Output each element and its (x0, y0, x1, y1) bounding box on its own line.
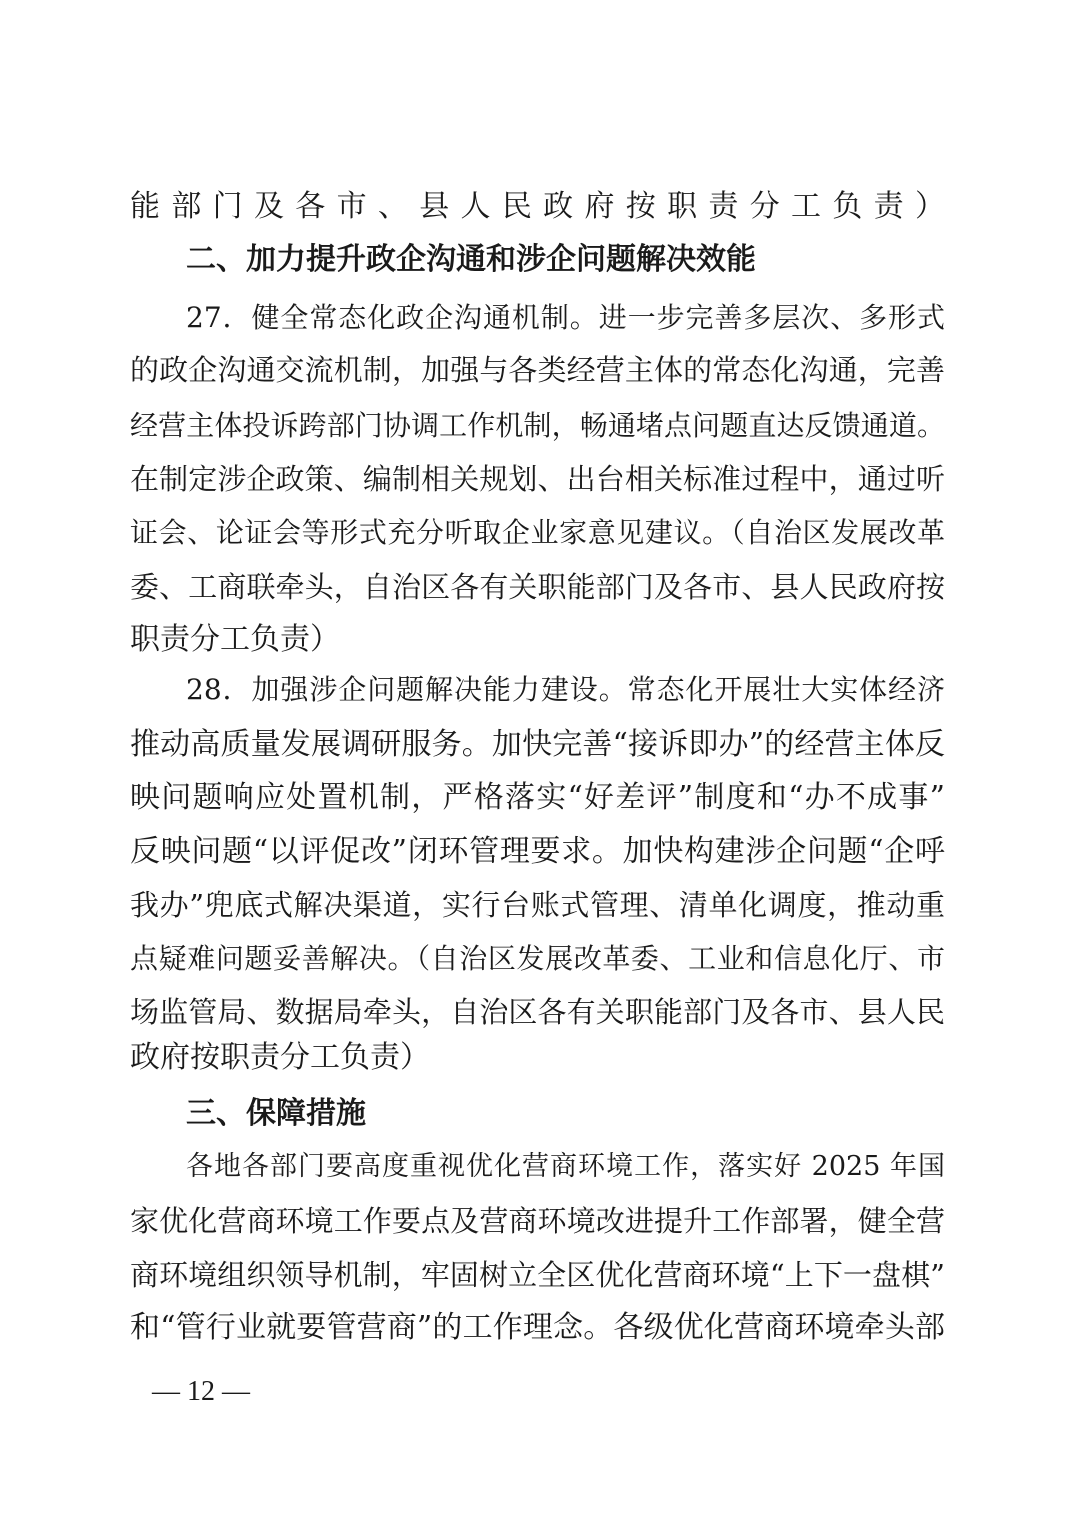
text-line: 政府按职责分工负责） (130, 1040, 430, 1075)
text-line: 能部门及各市、县人民政府按职责分工负责） (130, 189, 945, 224)
text-line: 证会、论证会等形式充分听取企业家意见建议。（自治区发展改革 (130, 516, 945, 549)
paragraph-start: 27．健全常态化政企沟通机制。进一步完善多层次、多形式 (186, 301, 945, 334)
text-line: 我办”兜底式解决渠道，实行台账式管理、清单化调度，推动重 (130, 888, 945, 922)
text-line: 在制定涉企政策、编制相关规划、出台相关标准过程中，通过听 (130, 462, 945, 496)
text-line: 职责分工负责） (130, 622, 340, 657)
text-line: 反映问题“以评促改”闭环管理要求。加快构建涉企问题“企呼 (130, 834, 945, 869)
text-line: 推动高质量发展调研服务。加快完善“接诉即办”的经营主体反 (130, 727, 945, 762)
text-line: 商环境组织领导机制，牢固树立全区优化营商环境“上下一盘棋” (130, 1258, 945, 1292)
paragraph-start: 各地各部门要高度重视优化营商环境工作，落实好 2025 年国 (186, 1151, 945, 1182)
section-heading: 三、保障措施 (186, 1096, 366, 1131)
text-line: 点疑难问题妥善解决。（自治区发展改革委、工业和信息化厅、市 (130, 942, 945, 975)
section-heading: 二、加力提升政企沟通和涉企问题解决效能 (186, 242, 756, 277)
text-line: 的政企沟通交流机制，加强与各类经营主体的常态化沟通，完善 (130, 353, 945, 387)
text-line: 和“管行业就要管营商”的工作理念。各级优化营商环境牵头部 (130, 1310, 945, 1345)
text-line: 委、工商联牵头，自治区各有关职能部门及各市、县人民政府按 (130, 570, 945, 604)
text-line: 场监管局、数据局牵头，自治区各有关职能部门及各市、县人民 (130, 995, 945, 1029)
text-line: 家优化营商环境工作要点及营商环境改进提升工作部署，健全营 (130, 1204, 945, 1238)
text-line: 映问题响应处置机制，严格落实“好差评”制度和“办不成事” (130, 780, 945, 815)
paragraph-start: 28．加强涉企问题解决能力建设。常态化开展壮大实体经济 (186, 673, 945, 706)
page-number: — 12 — (152, 1376, 250, 1407)
text-line: 经营主体投诉跨部门协调工作机制，畅通堵点问题直达反馈通道。 (130, 409, 945, 442)
